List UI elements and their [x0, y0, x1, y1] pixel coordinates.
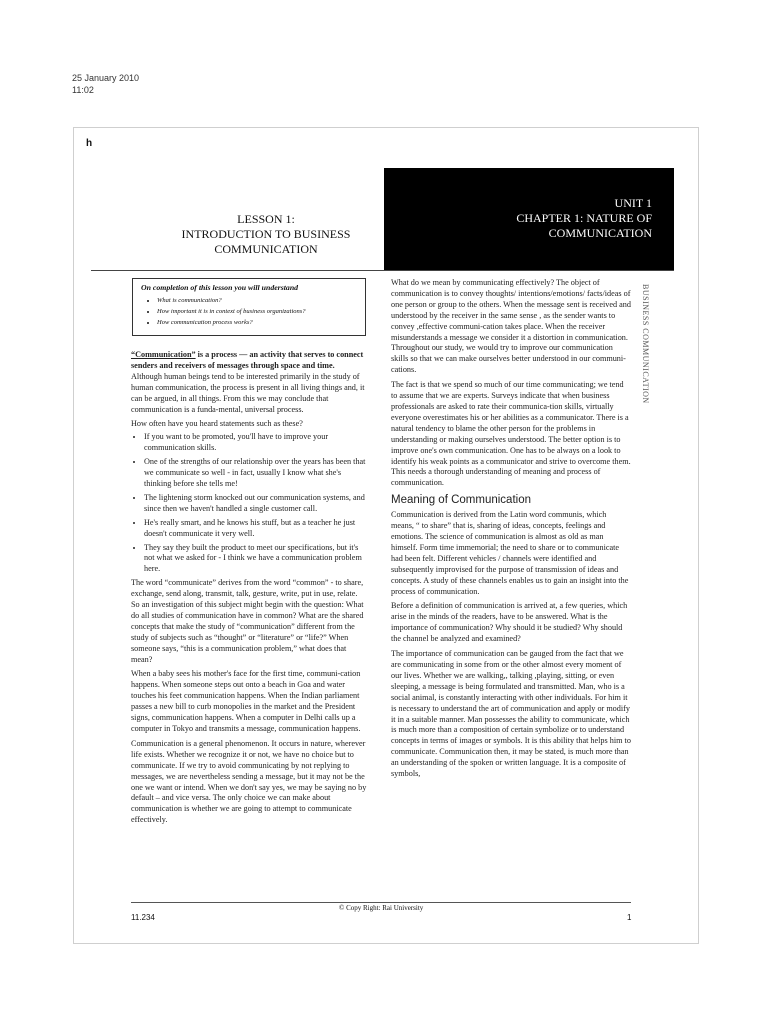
lesson-name-line2: COMMUNICATION: [214, 242, 318, 256]
paragraph-phenomenon: Communication is a general phenomenon. It occurs in nature, wherever life exists. Whether we recognize it or not, we have no choice but to communicate. If we try to avoid communicating by not replying to messages, we are nevertheless sending a message, but it may not be the one we want or intend. When we don't say yes, we may be saying no by default – and vice versa. The only choice we can make about communication is whether we are going to attempt to communicate effectively.: [131, 738, 367, 825]
question-text: How often have you heard statements such as these?: [131, 419, 303, 429]
paragraph-word-origin: The word “communicate” derives from the word “common” - to share, exchange, send along, transmit, talk, gesture, write, put in use, relate. So an investigation of this subject might begin with the question: What do all studies of communication have in common? What are the shared concepts that make the study of “communication” different from the study of subjects such as “thought” or “literature” or “life?” When someone says, “this is a communication problem,” what does that mean?: [131, 578, 364, 664]
unit-banner: [384, 168, 674, 270]
intro-definition: is a process — an activity that serves to connect senders and receivers of messages through space and time.: [131, 350, 364, 370]
left-column: [131, 350, 367, 830]
right-column: [391, 278, 631, 784]
statement-item: • The lightening storm knocked out our communication systems, and since then we haven't handled a single customer call.: [144, 493, 367, 515]
lesson-name-line1: INTRODUCTION TO BUSINESS: [181, 227, 351, 241]
paragraph-effective: What do we mean by communicating effectively? The object of communication is to convey thoughts/ intentions/emotions/ facts/ideas of one person or group to the others. When the message sent is received and understood by the receiver in the same sense , as the sender wants to convey ,effective communi-cation takes place. When the receiver misunderstands a message we consider it a distortion in communication. Throughout our study, we would try to improve our communication skills so that we can make ourselves better understood in our communi-cations.: [391, 278, 631, 375]
objectives-list: [141, 295, 357, 328]
statement-item: • One of the strengths of our relationship over the years has been that we communicate so well - in fact, usually I know what she's thinking before she tells me!: [144, 457, 367, 490]
document-page: [73, 127, 699, 944]
timestamp: [72, 72, 139, 96]
lesson-title: [156, 212, 376, 257]
side-running-title: BUSINESS COMMUNICATION: [641, 284, 650, 404]
objective-item: • How important it is in context of business organizations?: [157, 306, 357, 317]
objectives-box: [132, 278, 366, 336]
unit-title: UNIT 1: [614, 196, 652, 210]
copyright-text: © Copy Right: Rai University: [339, 904, 424, 912]
statement-item: • They say they built the product to meet our specifications, but it's not what we asked for - I think we have a communication problem here.: [144, 543, 367, 576]
objective-item: • How communication process works?: [157, 317, 357, 328]
section-heading: Meaning of Communication: [391, 494, 531, 507]
statement-item: • If you want to be promoted, you'll have to improve your communication skills.: [144, 432, 367, 454]
paragraph-importance: The importance of communication can be gauged from the fact that we are communicating in some from or the other almost every moment of our lives. Whether we are walking,, talking ,playing, sitting, or even sleeping, a message is being formulated and transmitted. Man, who is a social animal, is constantly interacting with other individuals. For him it is necessary to understand the art of communication and apply or modify it in a suitable manner. Man possesses the ability to communicate, which is much more than a composition of certain symbolize or to understand concepts in terms of images or symbols. It is this ability that helps him to communicate. Communication then, it may be stated, is much more than an understanding of the spoken or written language. It is a composite of symbols,: [391, 649, 631, 779]
statements-list: [131, 432, 367, 575]
page-number: 1: [627, 913, 632, 922]
paragraph-experts: The fact is that we spend so much of our time communicating; we tend to assume that we are experts. Surveys indicate that when business professionals are asked to rate their communica-tion skills, virtually everyone overestimates his or her abilities as a communicator. There is a natural tendency to blame the other person for the problems in understanding or making ourselves understood. The better option is to improve one's own communication. One has to be always on a look to identify his weak points as a communicator and strive to overcome them. This needs a thorough understanding of meaning and process of communication.: [391, 380, 631, 488]
timestamp-time: 11:02: [72, 85, 94, 95]
intro-term: “Communication”: [131, 350, 196, 359]
intro-paragraph: [131, 350, 367, 415]
lesson-number: LESSON 1:: [237, 212, 295, 226]
chapter-title-line1: CHAPTER 1: NATURE OF: [516, 211, 652, 225]
paragraph-examples: When a baby sees his mother's face for the first time, communi-cation happens. When someone steps out onto a beach in Goa and water touches his feet communication happens. When the Indian parliament passes a new bill to curb monopolies in the market and the President signs, communication happens. When a computer in Delhi calls up a computer in Tokyo and transmits a message, communication happens.: [131, 669, 361, 733]
page-mark: h: [86, 138, 93, 149]
statement-item: • He's really smart, and he knows his stuff, but as a teacher he just doesn't communicate it very well.: [144, 518, 367, 540]
objectives-title: On completion of this lesson you will understand: [141, 283, 299, 292]
objective-item: • What is communication?: [157, 295, 357, 306]
header-divider: [91, 270, 674, 271]
paragraph-meaning: Communication is derived from the Latin word communis, which means, “ to share” that is, sharing of ideas, concepts, feelings and emotions. The science of communication is almost as old as man himself. Form time immemorial; the need to share or to communicate had been felt. Different vehicles / channels were identified and subsequently improvised for the purpose of transmission of ideas and concepts. A study of these channels enables us to gain an insight into the process of communication.: [391, 510, 629, 596]
footer-divider: [131, 902, 631, 903]
chapter-title-line2: COMMUNICATION: [548, 226, 652, 240]
page-code: 11.234: [131, 913, 155, 922]
timestamp-date: 25 January 2010: [72, 73, 140, 83]
intro-text: Although human beings tend to be interested primarily in the study of human communication, the process is present in all living things and, it can be argued, in all things. From this we may conclude that communication is a funda-mental, universal process.: [131, 371, 365, 414]
paragraph-definition: Before a definition of communication is arrived at, a few queries, which arise in the minds of the readers, have to be answered. What is the importance of communication? Why should it be studied? Why should the channel be analyzed and examined?: [391, 601, 628, 644]
